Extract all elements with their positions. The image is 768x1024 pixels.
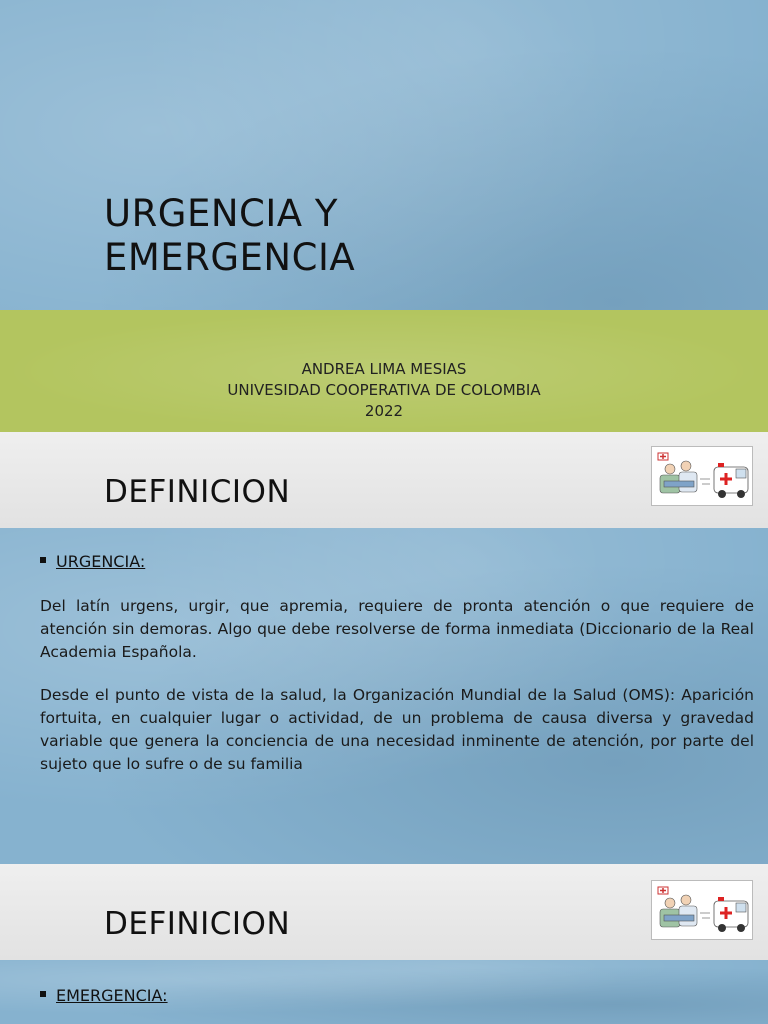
definition-paragraph-1: Del latín urgens, urgir, que apremia, requiere de pronta atención o que requiere de atención sin demoras. Algo que debe resolverse de forma inmediata (Diccionario de la Real Academia Española. [40, 597, 754, 661]
ambulance-illustration-icon [651, 446, 753, 506]
subtitle-block [0, 359, 768, 422]
definition-slide-emergencia [0, 864, 768, 1024]
subtitle-band [0, 310, 768, 432]
institution-name: UNIVESIDAD COOPERATIVA DE COLOMBIA [227, 381, 541, 399]
ambulance-illustration-icon [651, 880, 753, 940]
bullet-square-icon [40, 557, 46, 563]
bullet-square-icon [40, 991, 46, 997]
bullet-label: URGENCIA: [56, 552, 146, 571]
bullet-label: EMERGENCIA: [56, 986, 168, 1005]
presentation-year: 2022 [364, 402, 404, 420]
definition-slide-urgencia [0, 432, 768, 864]
presentation-title [104, 192, 624, 280]
definition-paragraph-2: Desde el punto de vista de la salud, la Organización Mundial de la Salud (OMS): Aparición fortuita, en cualquier lugar o actividad, de un problema de causa diversa y gravedad variable que genera la conciencia de una necesidad inminente de atención, por parte del sujeto que lo sufre o de su familia [40, 686, 754, 773]
title-line-2: EMERGENCIA [104, 236, 356, 279]
author-name: ANDREA LIMA MESIAS [301, 360, 467, 378]
title-line-1: URGENCIA Y [104, 192, 338, 235]
slide-title: DEFINICION [104, 906, 291, 942]
bullet-urgencia [40, 552, 145, 571]
slide-title: DEFINICION [104, 474, 291, 510]
bullet-emergencia [40, 986, 168, 1005]
title-slide [0, 0, 768, 432]
